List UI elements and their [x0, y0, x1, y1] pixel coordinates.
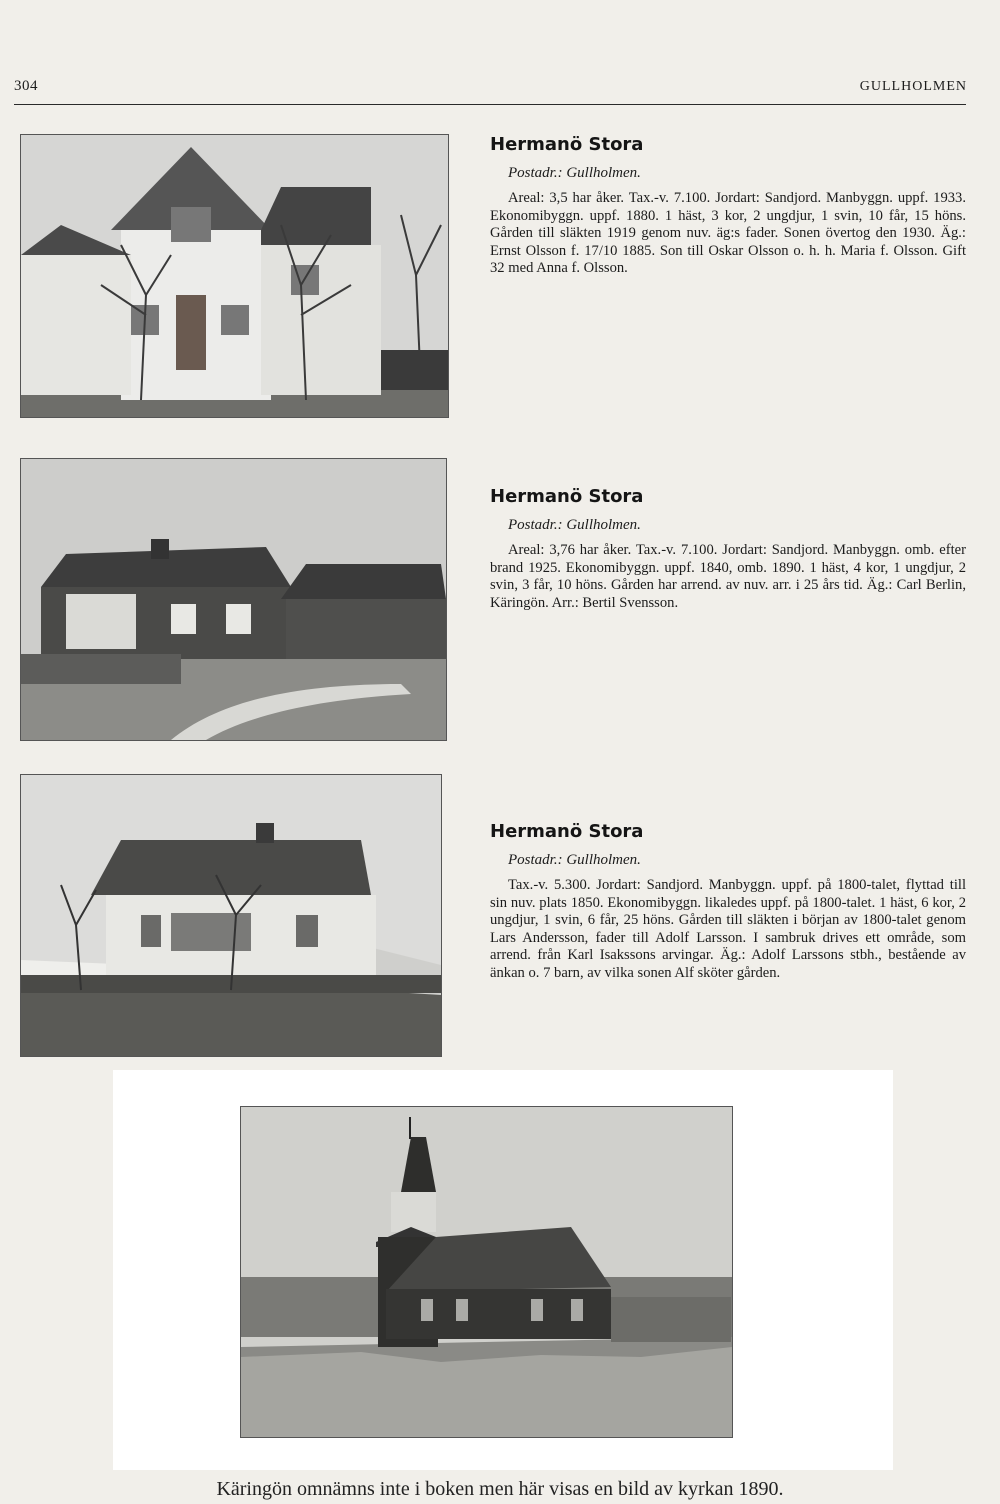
header-rule: [14, 104, 966, 105]
church-caption: Käringön omnämns inte i boken men här visas en bild av kyrkan 1890.: [216, 1478, 784, 1500]
postal-value: Gullholmen.: [566, 165, 641, 181]
postal-label: Postadr.:: [508, 517, 563, 533]
entry-title: Hermanö Stora: [490, 486, 644, 507]
farmhouse-photo-3: [20, 774, 442, 1057]
farm-entry-2: [490, 486, 966, 612]
entry-title: Hermanö Stora: [490, 821, 644, 842]
running-head: GULLHOLMEN: [859, 79, 967, 94]
postal-label: Postadr.:: [508, 165, 563, 181]
postal-label: Postadr.:: [508, 852, 563, 868]
farmhouse-photo-2: [20, 458, 447, 741]
postal-value: Gullholmen.: [566, 517, 641, 533]
postal-value: Gullholmen.: [566, 852, 641, 868]
entry-title: Hermanö Stora: [490, 134, 644, 155]
postal-address: [508, 852, 966, 869]
entry-body: Areal: 3,76 har åker. Tax.-v. 7.100. Jordart: Sandjord. Manbyggn. omb. efter brand 1925. Ekonomibyggn. uppf. 1840, omb. 1890. 1 häst, 4 kor, 1 ungdjur, 2 svin, 3 får, 10 höns. Gården har arrend. av nuv. arr. i 25 års tid. Äg.: Carl Berlin, Käringön. Arr.: Bertil Svensson.: [490, 542, 966, 611]
entry-body: Tax.-v. 5.300. Jordart: Sandjord. Manbyggn. uppf. på 1800-talet, flyttad till sin nuv. plats 1850. Ekonomibyggn. likaledes uppf. på 1800-talet. 1 häst, 6 kor, 2 ungdjur, 1 svin, 6 får, 25 höns. Gården till släkten i början av 1800-talet genom Lars Andersson, fader till Adolf Larsson. I sambruk drives ett område, som arrend. från Karl Isakssons arvingar. Äg.: Adolf Larssons stbh., bestående av änkan o. 7 barn, av vilka sonen Alf sköter gården.: [490, 877, 966, 981]
farm-entry-1: [490, 134, 966, 278]
farm-entry-3: [490, 821, 966, 983]
postal-address: [508, 517, 966, 534]
farmhouse-photo-1: [20, 134, 449, 418]
church-photo: [240, 1106, 733, 1438]
entry-body: Areal: 3,5 har åker. Tax.-v. 7.100. Jordart: Sandjord. Manbyggn. uppf. 1933. Ekonomibyggn. uppf. 1880. 1 häst, 3 kor, 2 ungdjur, 1 svin, 10 får, 15 höns. Gården till släkten 1919 genom nuv. äg:s fader. Sonen övertog den 1930. Äg.: Ernst Olsson f. 17/10 1885. Son till Oskar Olsson o. h. h. Maria f. Olsson. Gift 32 med Anna f. Olsson.: [490, 190, 966, 277]
postal-address: [508, 165, 966, 182]
page-number: 304: [14, 78, 38, 94]
